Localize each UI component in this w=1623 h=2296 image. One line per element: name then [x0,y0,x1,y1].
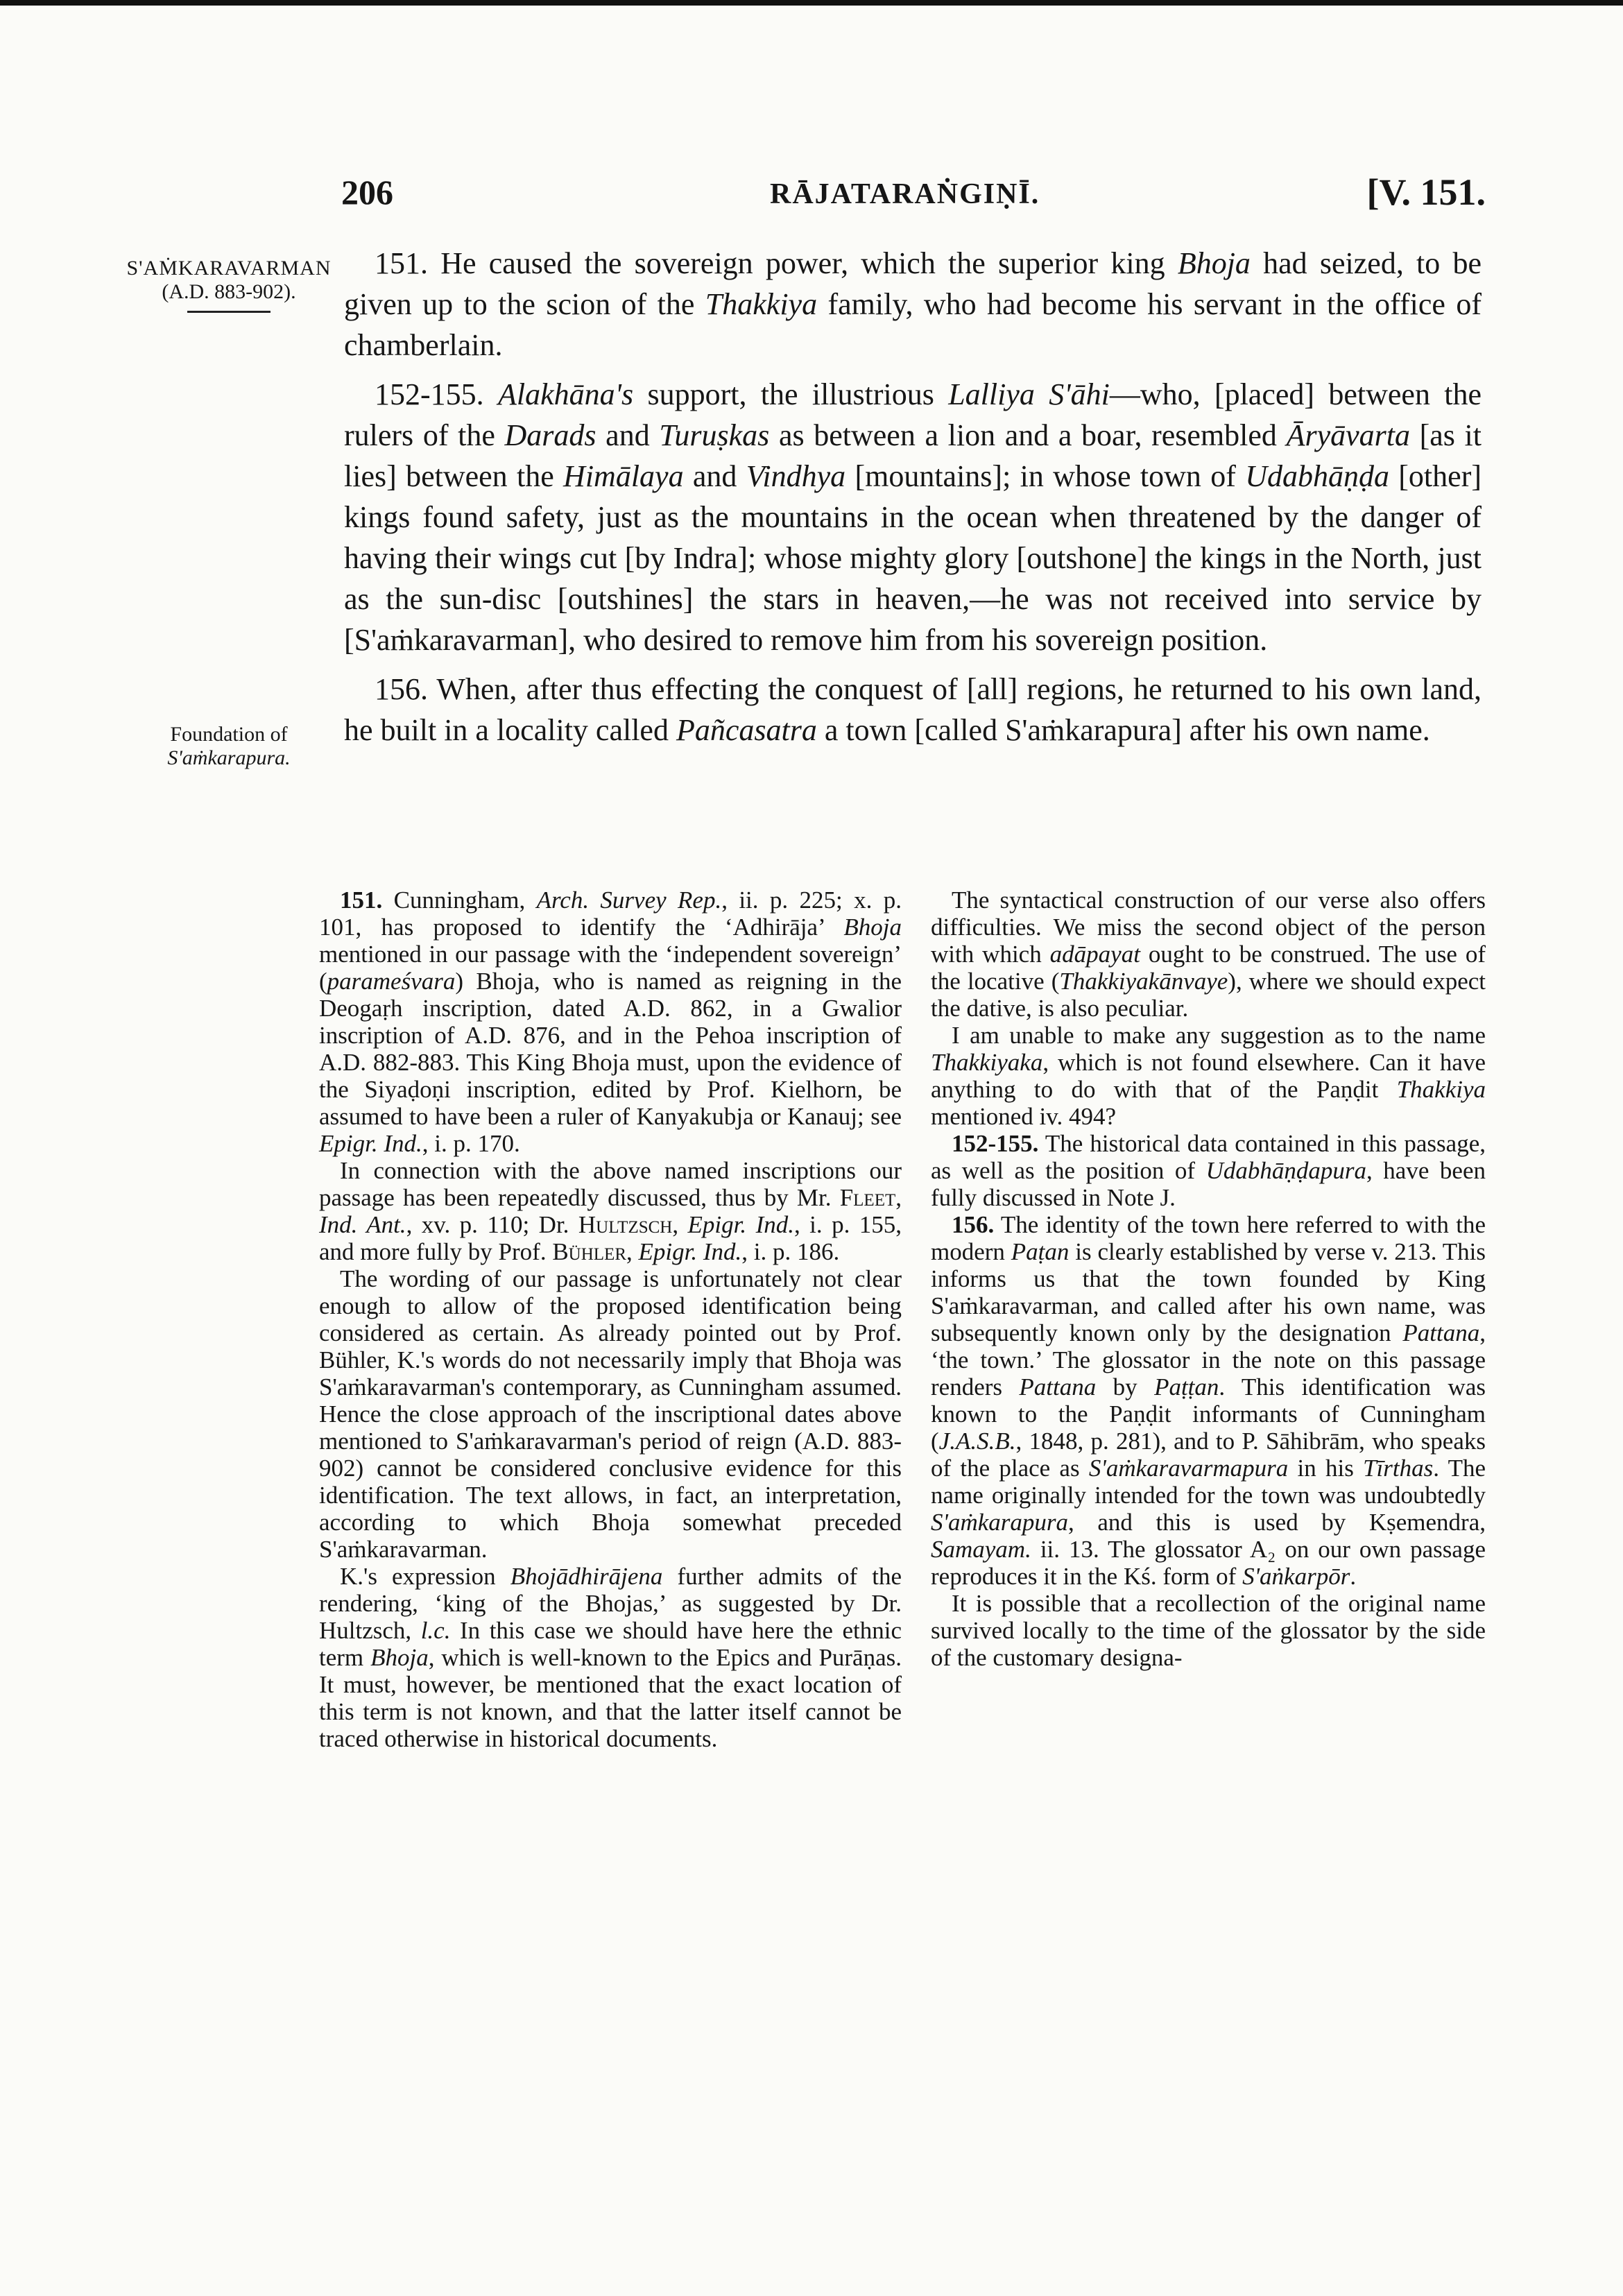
note-152-155: 152-155. The historical data contained in this passage, as well as the position of Udabhāṇḍapura, have been fully discussed in Note J. [931,1130,1486,1211]
notes-column-left [319,886,902,1752]
sidenote-foundation [125,723,333,770]
top-border [0,0,1623,6]
note-156-recollection: It is possible that a recollection of the original name survived locally to the time of the glossator by the side of the customary designa- [931,1590,1486,1671]
sidenote-king: S'AṀKARAVARMAN [126,257,332,280]
note-151-expression: K.'s expression Bhojādhirājena further admits of the rendering, ‘king of the Bhojas,’ as suggested by Dr. Hultzsch, l.c. In this case we should have here the ethnic term Bhoja, which is well-known to the Epics and Purāṇas. It must, however, be mentioned that the exact location of this term is not known, and that the latter itself cannot be traced otherwise in historical documents. [319,1563,902,1752]
page-number: 206 [341,173,393,212]
verse-reference: [V. 151. [1366,171,1486,213]
verse-156: 156. When, after thus effecting the conquest of [all] regions, he returned to his own land, he built in a locality called Pañcasatra a town [called S'aṁkarapura] after his own name. [344,672,1482,747]
note-151-syntax: The syntactical construction of our verse also offers difficulties. We miss the second object of the person with which adāpayat ought to be construed. The use of the locative (Thakkiyakānvaye), where we should expect the dative, is also peculiar. [931,886,1486,1022]
translation-text [344,243,1482,751]
sidenote-reign [125,257,333,313]
running-title: RĀJATARAṄGIṆĪ. [770,178,1040,210]
verse-151: 151. He caused the sovereign power, which the superior king Bhoja had seized, to be given up to the scion of the Thakkiya family, who had become his servant in the office of chamberlain. [344,246,1482,362]
note-151-wording: The wording of our passage is unfortunately not clear enough to allow of the proposed identification being considered as certain. As already pointed out by Prof. Bühler, K.'s words do not necessarily imply that Bhoja was S'aṁkaravarman's contemporary, as Cunningham assumed. Hence the close approach of the inscriptional dates above mentioned to S'aṁkaravarman's period of reign (A.D. 883-902) cannot be considered conclusive evidence for this identification. The text allows, in fact, an interpretation, according to which Bhoja somewhat preceded S'aṁkaravarman. [319,1265,902,1563]
sidenote-rule [187,311,270,313]
note-156: 156. The identity of the town here referred to with the modern Paṭan is clearly established by verse v. 213. This informs us that the town founded by King S'aṁkaravarman, and called after his own name, was subsequently known only by the designation Pattana, ‘the town.’ The glossator in the note on this passage renders Pattana by Paṭṭan. This identification was known to the Paṇḍit informants of Cunningham (J.A.S.B., 1848, p. 281), and to P. Sāhibrām, who speaks of the place as S'aṁkaravarmapura in his Tīrthas. The name originally intended for the town was undoubtedly S'aṁkarapura, and this is used by Kṣemendra, Samayam. ii. 13. The glossator A₂ on our own passage reproduces it in the Kś. form of S'aṅkarpōr. [931,1211,1486,1590]
sidenote-dates: (A.D. 883-902). [162,280,296,303]
notes-column-right [931,886,1486,1671]
verse-152-155: 152-155. Alakhāna's support, the illustrious Lalliya S'āhi—who, [placed] between the rulers of the Darads and Turuṣkas as between a lion and a boar, resembled Āryāvarta [as it lies] between the Himālaya and Vindhya [mountains]; in whose town of Udabhāṇḍa [other] kings found safety, just as the mountains in the ocean when threatened by the danger of having their wings cut [by Indra]; whose mighty glory [outshone] the kings in the North, just as the sun-disc [outshines] the stars in heaven,—he was not received into service by [S'aṁkaravarman], who desired to remove him from his sovereign position. [344,377,1482,657]
sidenote-foundation-label: Foundation of [170,723,288,746]
note-151-thakkiyaka: I am unable to make any suggestion as to the name Thakkiyaka, which is not found elsewhere. Can it have anything to do with that of the Paṇḍit Thakkiya mentioned iv. 494? [931,1022,1486,1130]
note-151: 151. Cunningham, Arch. Survey Rep., ii. p. 225; x. p. 101, has proposed to identify the ‘Adhirāja’ Bhoja mentioned in our passage with the ‘independent sovereign’ (parameśvara) Bhoja, who is named as reigning in the Deogaṛh inscription, dated A.D. 862, in a Gwalior inscription of A.D. 876, and in the Pehoa inscription of A.D. 882-883. This King Bhoja must, upon the evidence of the Siyaḍoṇi inscription, edited by Prof. Kielhorn, be assumed to have been a ruler of Kanyakubja or Kanauj; see Epigr. Ind., i. p. 170. [319,886,902,1157]
sidenote-foundation-place: S'aṁkarapura. [167,746,291,769]
note-151-inscriptions: In connection with the above named inscriptions our passage has been repeatedly discussed, thus by Mr. Fleet, Ind. Ant., xv. p. 110; Dr. Hultzsch, Epigr. Ind., i. p. 155, and more fully by Prof. Bühler, Epigr. Ind., i. p. 186. [319,1157,902,1265]
